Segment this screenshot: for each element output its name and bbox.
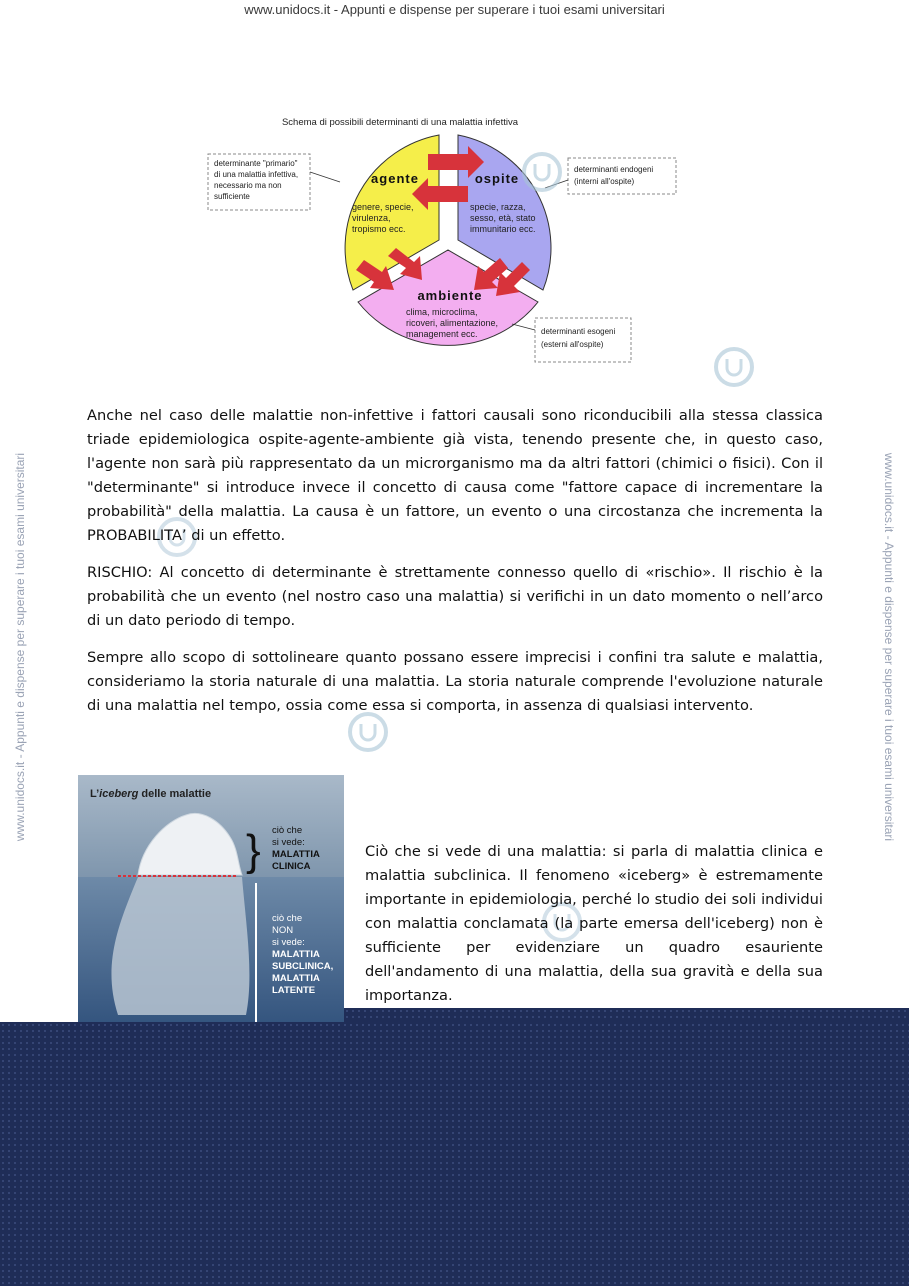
ospite-label: ospite <box>474 171 520 186</box>
agente-label: agente <box>371 171 419 186</box>
footer-band <box>0 1022 909 1286</box>
watermark-logo-icon <box>520 150 564 194</box>
watermark-logo-icon <box>712 345 756 389</box>
diagram-title: Schema di possibili determinanti di una malattia infettiva <box>281 117 519 128</box>
site-header: www.unidocs.it - Appunti e dispense per superare i tuoi esami universitari <box>244 2 665 17</box>
iceberg-figure <box>78 775 344 1025</box>
agente-details: genere, specie, virulenza, tropismo ecc. <box>352 202 414 234</box>
iceberg-brace-top: } <box>246 826 261 875</box>
side-watermark-right: www.unidocs.it - Appunti e dispense per superare i tuoi esami universitari <box>882 452 896 842</box>
iceberg-bottom <box>111 877 249 1015</box>
side-watermark-left: www.unidocs.it - Appunti e dispense per superare i tuoi esami universitari <box>13 452 27 842</box>
box-endogeni-text: determinanti endogeni (interni all'ospite) <box>574 165 654 186</box>
paragraph-rischio: RISCHIO: Al concetto di determinante è strettamente connesso quello di «rischio». Il rischio è la probabilità che un evento (nel nostro caso una malattia) si verifichi in un dato momento o nell’arco di un dato periodo di tempo. <box>87 564 823 629</box>
box-esogeni-text: determinanti esogeni (esterni all'ospite) <box>541 327 616 349</box>
box-primario-text: determinante "primario" di una malattia infettiva, necessario ma non sufficiente <box>214 159 299 201</box>
ospite-details: specie, razza, sesso, età, stato immunitario ecc. <box>470 202 536 234</box>
ambiente-details: clima, microclima, ricoveri, alimentazione, management ecc. <box>406 307 499 339</box>
paragraph-iceberg: Ciò che si vede di una malattia: si parla di malattia clinica e malattia subclinica. Il fenomeno «iceberg» è estremamente importante in epidemiologia, perché lo studio dei soli individui con malattia conclamata (la parte emersa dell'iceberg) non è sufficiente per evidenziare un quadro esauriente dell'andamento di una malattia, della sua gravità e della sua importanza. <box>365 843 823 1004</box>
box-endogeni <box>568 158 676 194</box>
paragraph-storia-naturale: Sempre allo scopo di sottolineare quanto possano essere imprecisi i confini tra salute e malattia, consideriamo la storia naturale di una malattia. La storia naturale comprende l'evoluzione naturale di una malattia nel tempo, ossia come essa si comporta, in assenza di qualsiasi intervento. <box>87 649 823 714</box>
paragraph-determinante: Anche nel caso delle malattie non-infettive i fattori causali sono riconducibili alla stessa classica triade epidemiologica ospite-agente-ambiente già vista, tenendo presente che, in questo caso, l'agente non sarà più rappresentato da un microrganismo ma da altri fattori (chimici o fisici). Con il "determinante" si introduce invece il concetto di causa come "fattore capace di incrementare la probabilità" della malattia. La causa è un fattore, un evento o una circostanza che incrementa la PROBABILITA’ di un effetto. <box>87 407 823 544</box>
iceberg-below-label: ciò che NON si vede: MALATTIA SUBCLINICA, MALATTIA LATENTE <box>272 913 334 996</box>
determinants-diagram <box>200 110 680 370</box>
ambiente-label: ambiente <box>417 288 483 303</box>
iceberg-above-label: ciò che si vede: MALATTIA CLINICA <box>272 825 320 872</box>
iceberg-title: L’iceberg delle malattie <box>90 788 212 800</box>
